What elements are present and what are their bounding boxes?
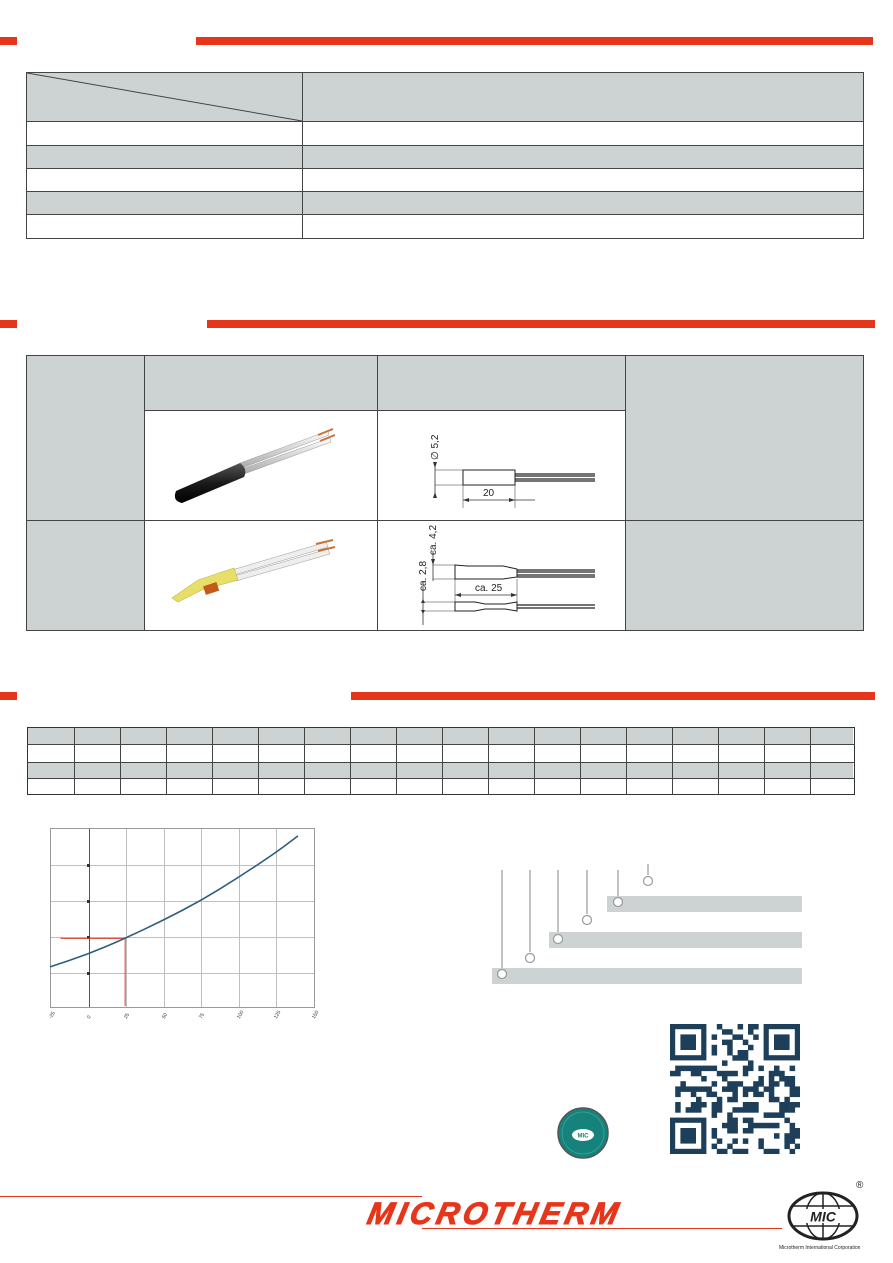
qr-module: [732, 1097, 738, 1103]
qr-module: [784, 1107, 790, 1113]
qr-module: [727, 1097, 733, 1103]
qr-module: [743, 1071, 749, 1077]
qr-module: [753, 1092, 759, 1098]
qr-module: [722, 1149, 728, 1154]
qr-module: [774, 1071, 780, 1077]
drawing-2-thickness: ca. 2,8: [418, 560, 429, 591]
qr-module: [784, 1081, 790, 1087]
spec-table-row: [26, 122, 864, 146]
qr-module: [722, 1040, 728, 1046]
drawing-1-diameter: ∅ 5,2: [430, 434, 441, 460]
qr-module: [784, 1118, 790, 1124]
qr-module: [758, 1123, 764, 1129]
qr-module: [764, 1086, 770, 1092]
qr-module: [732, 1107, 738, 1113]
qr-module: [732, 1086, 738, 1092]
qr-module: [701, 1076, 707, 1082]
qr-module: [696, 1107, 702, 1113]
qr-module: [753, 1086, 759, 1092]
dimension-drawing-2: [405, 521, 605, 631]
qr-module: [727, 1040, 733, 1046]
qr-module: [712, 1128, 718, 1134]
qr-module: [738, 1055, 744, 1061]
spec-table-row: [26, 146, 864, 169]
qr-module: [753, 1081, 759, 1087]
design-table-header: [26, 355, 864, 411]
qr-module: [727, 1071, 733, 1077]
drawing-2-length: ca. 25: [475, 583, 503, 594]
qr-module: [727, 1144, 733, 1150]
qr-module: [790, 1066, 796, 1072]
qr-module: [748, 1029, 754, 1035]
qr-module: [732, 1071, 738, 1077]
qr-module: [774, 1112, 780, 1118]
qr-module: [790, 1086, 796, 1092]
qr-module: [712, 1045, 718, 1051]
spec-table-row: [26, 215, 864, 239]
qr-module: [764, 1123, 770, 1129]
qr-module: [727, 1029, 733, 1035]
qr-module: [743, 1086, 749, 1092]
qr-module: [686, 1107, 692, 1113]
qr-module: [758, 1076, 764, 1082]
qr-module: [758, 1144, 764, 1150]
qr-module: [795, 1144, 800, 1150]
qr-module: [717, 1138, 723, 1144]
qr-module: [790, 1149, 796, 1154]
qr-module: [680, 1086, 686, 1092]
qr-module: [790, 1107, 796, 1113]
sensor-photo-black: [168, 423, 338, 513]
qr-module: [790, 1102, 796, 1108]
qr-module: [722, 1076, 728, 1082]
qr-module: [748, 1128, 754, 1134]
qr-module: [769, 1081, 775, 1087]
qr-module: [743, 1149, 749, 1154]
x-tick-label: 125: [273, 1009, 283, 1020]
qr-module: [743, 1055, 749, 1061]
chart-curve-layer: [50, 828, 315, 1008]
qr-module: [743, 1066, 749, 1072]
dimension-drawing-1: [405, 418, 605, 518]
qr-module: [712, 1133, 718, 1139]
qr-module: [743, 1118, 749, 1124]
registered-mark: ®: [856, 1180, 864, 1191]
qr-module: [717, 1102, 723, 1108]
qr-module: [743, 1102, 749, 1108]
qr-module: [727, 1050, 733, 1056]
marker-lines: [61, 938, 126, 1006]
certification-badge: [556, 1106, 610, 1160]
qr-module: [675, 1092, 681, 1098]
qr-module: [732, 1149, 738, 1154]
qr-module: [712, 1102, 718, 1108]
qr-module: [717, 1071, 723, 1077]
qr-module: [790, 1123, 796, 1129]
qr-module: [774, 1066, 780, 1072]
qr-module: [706, 1092, 712, 1098]
qr-module: [701, 1066, 707, 1072]
qr-module: [675, 1107, 681, 1113]
section-3-rule: [351, 692, 875, 700]
qr-module: [738, 1149, 744, 1154]
qr-module: [758, 1066, 764, 1072]
qr-module: [779, 1076, 785, 1082]
qr-finder-center: [680, 1128, 696, 1144]
qr-finder-center: [774, 1034, 790, 1050]
qr-module: [743, 1138, 749, 1144]
qr-module: [712, 1144, 718, 1150]
footer-rule: [0, 1196, 422, 1197]
section-3-marker: [0, 692, 17, 700]
qr-module: [691, 1071, 697, 1077]
qr-module: [790, 1081, 796, 1087]
qr-module: [764, 1149, 770, 1154]
qr-module: [748, 1086, 754, 1092]
x-tick-label: 100: [235, 1009, 246, 1020]
qr-module: [727, 1118, 733, 1124]
qr-module: [748, 1107, 754, 1113]
qr-module: [784, 1102, 790, 1108]
qr-module: [717, 1107, 723, 1113]
qr-module: [686, 1066, 692, 1072]
qr-module: [743, 1092, 749, 1098]
qr-module: [748, 1102, 754, 1108]
qr-module: [784, 1076, 790, 1082]
section-1-marker: [0, 37, 17, 45]
qr-module: [727, 1112, 733, 1118]
qr-module: [722, 1029, 728, 1035]
qr-module: [712, 1081, 718, 1087]
qr-module: [691, 1066, 697, 1072]
qr-module: [743, 1107, 749, 1113]
qr-module: [732, 1034, 738, 1040]
section-2-marker: [0, 320, 17, 328]
corporation-name: Microtherm International Corporation: [779, 1245, 861, 1251]
qr-module: [784, 1133, 790, 1139]
qr-module: [769, 1123, 775, 1129]
qr-module: [743, 1040, 749, 1046]
qr-module: [774, 1081, 780, 1087]
qr-module: [722, 1071, 728, 1077]
qr-module: [748, 1123, 754, 1129]
qr-module: [790, 1092, 796, 1098]
sensor-photo-yellow: [168, 530, 338, 610]
qr-module: [738, 1050, 744, 1056]
qr-module: [670, 1071, 676, 1077]
qr-module: [758, 1138, 764, 1144]
x-tick-label: 150: [311, 1009, 321, 1020]
brand-wordmark: MICROTHERM: [364, 1196, 626, 1231]
qr-module: [784, 1097, 790, 1103]
qr-module: [769, 1092, 775, 1098]
qr-module: [712, 1092, 718, 1098]
qr-module: [738, 1024, 744, 1030]
qr-module: [753, 1024, 759, 1030]
drawing-2-diameter: ca. 4,2: [428, 524, 439, 555]
spec-table-header: [26, 72, 864, 122]
qr-module: [769, 1076, 775, 1082]
qr-module: [753, 1107, 759, 1113]
qr-module: [779, 1071, 785, 1077]
qr-module: [727, 1086, 733, 1092]
qr-module: [727, 1128, 733, 1134]
qr-module: [790, 1076, 796, 1082]
qr-module: [691, 1092, 697, 1098]
certification-badge-text: MIC: [577, 1133, 589, 1140]
qr-module: [753, 1034, 759, 1040]
qr-module: [790, 1128, 796, 1134]
qr-module: [784, 1144, 790, 1150]
qr-module: [712, 1050, 718, 1056]
qr-module: [696, 1102, 702, 1108]
qr-module: [790, 1133, 796, 1139]
qr-module: [779, 1107, 785, 1113]
qr-module: [732, 1081, 738, 1087]
qr-module: [795, 1128, 800, 1134]
mic-globe-logo: [786, 1190, 860, 1242]
qr-module: [753, 1102, 759, 1108]
qr-module: [717, 1097, 723, 1103]
x-tick-label: 75: [198, 1012, 207, 1020]
qr-module: [706, 1086, 712, 1092]
qr-module: [738, 1081, 744, 1087]
qr-module: [727, 1081, 733, 1087]
qr-module: [764, 1112, 770, 1118]
series-curve: [50, 836, 298, 967]
qr-module: [717, 1149, 723, 1154]
qr-module: [769, 1112, 775, 1118]
order-code-diagram: [488, 862, 808, 992]
qr-module: [696, 1097, 702, 1103]
x-tick-label: 25: [123, 1012, 132, 1020]
qr-module: [691, 1086, 697, 1092]
qr-module: [790, 1138, 796, 1144]
mic-logo-text: MIC: [810, 1208, 836, 1225]
qr-module: [738, 1034, 744, 1040]
qr-module: [748, 1045, 754, 1051]
qr-module: [748, 1118, 754, 1124]
qr-module: [717, 1024, 723, 1030]
qr-module: [686, 1086, 692, 1092]
qr-module: [753, 1123, 759, 1129]
qr-module: [774, 1149, 780, 1154]
qr-module: [691, 1107, 697, 1113]
qr-module: [769, 1097, 775, 1103]
qr-code: [670, 1024, 800, 1154]
spec-table-row: [26, 169, 864, 192]
qr-module: [795, 1133, 800, 1139]
qr-module: [712, 1034, 718, 1040]
qr-module: [727, 1123, 733, 1129]
qr-module: [769, 1071, 775, 1077]
qr-module: [680, 1081, 686, 1087]
x-tick-label: 50: [160, 1012, 169, 1020]
qr-module: [712, 1112, 718, 1118]
section-1-rule: [196, 37, 873, 45]
qr-module: [769, 1086, 775, 1092]
qr-module: [748, 1024, 754, 1030]
drawing-1-length: 20: [483, 488, 495, 499]
qr-module: [774, 1133, 780, 1139]
qr-module: [712, 1066, 718, 1072]
qr-module: [758, 1081, 764, 1087]
qr-module: [722, 1086, 728, 1092]
qr-module: [732, 1118, 738, 1124]
qr-module: [779, 1102, 785, 1108]
qr-module: [712, 1107, 718, 1113]
qr-module: [696, 1071, 702, 1077]
qr-module: [743, 1128, 749, 1134]
qr-module: [732, 1092, 738, 1098]
qr-module: [732, 1128, 738, 1134]
qr-module: [774, 1097, 780, 1103]
qr-module: [738, 1107, 744, 1113]
qr-module: [675, 1071, 681, 1077]
diagonal-header-line: [27, 73, 303, 123]
qr-finder-center: [680, 1034, 696, 1050]
qr-module: [701, 1102, 707, 1108]
qr-module: [784, 1138, 790, 1144]
x-tick-label: 0: [85, 1014, 93, 1020]
qr-module: [769, 1149, 775, 1154]
qr-module: [675, 1086, 681, 1092]
qr-module: [748, 1066, 754, 1072]
x-tick-label: -25: [48, 1010, 57, 1020]
qr-module: [675, 1066, 681, 1072]
qr-module: [758, 1092, 764, 1098]
qr-module: [779, 1112, 785, 1118]
qr-module: [732, 1138, 738, 1144]
qr-module: [722, 1060, 728, 1066]
qr-module: [795, 1102, 800, 1108]
qr-module: [696, 1066, 702, 1072]
qr-module: [727, 1045, 733, 1051]
spec-table-row: [26, 192, 864, 215]
qr-module: [795, 1092, 800, 1098]
qr-module: [743, 1050, 749, 1056]
qr-module: [696, 1086, 702, 1092]
qr-module: [795, 1086, 800, 1092]
section-2-rule: [207, 320, 875, 328]
qr-module: [774, 1123, 780, 1129]
qr-module: [675, 1102, 681, 1108]
qr-module: [706, 1066, 712, 1072]
qr-module: [722, 1123, 728, 1129]
qr-module: [732, 1055, 738, 1061]
qr-module: [680, 1066, 686, 1072]
qr-module: [701, 1086, 707, 1092]
qr-module: [748, 1060, 754, 1066]
qr-module: [732, 1123, 738, 1129]
qr-module: [691, 1102, 697, 1108]
